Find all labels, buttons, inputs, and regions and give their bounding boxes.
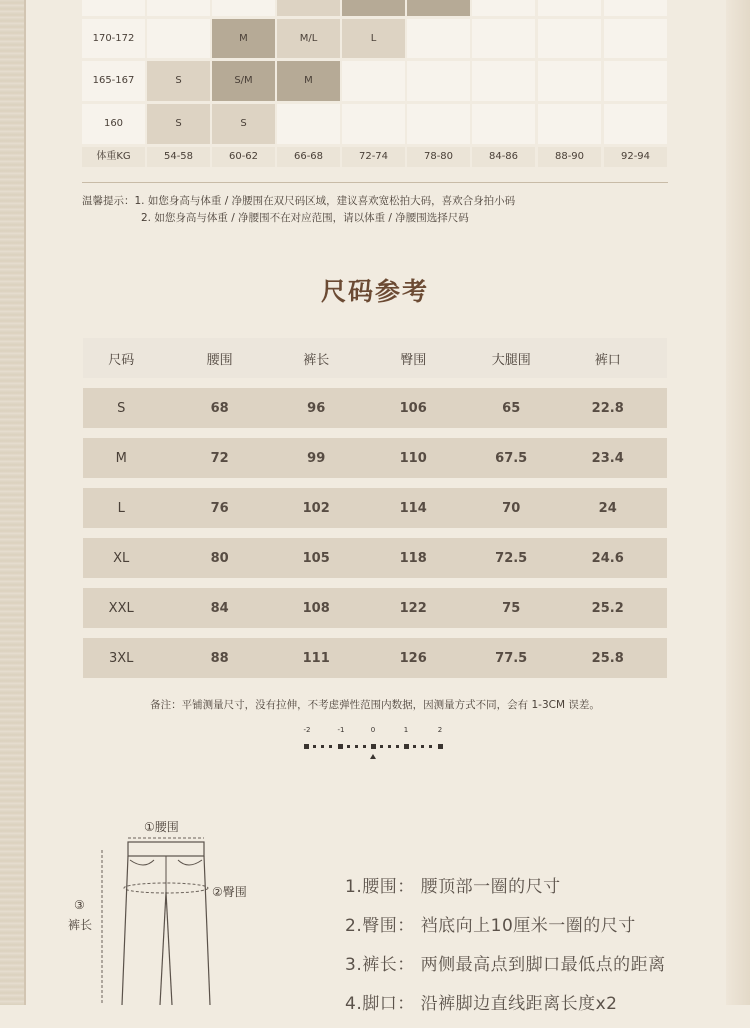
ruler-pointer-icon bbox=[370, 754, 376, 759]
background-left-edge bbox=[0, 0, 26, 1005]
grid-size-cell bbox=[472, 19, 535, 58]
hip-label: ②臀围 bbox=[212, 885, 247, 899]
background-right-edge bbox=[726, 0, 750, 1005]
grid-size-cell: L bbox=[342, 19, 405, 58]
ruler-label: 1 bbox=[403, 726, 409, 734]
cell-thigh: 70 bbox=[502, 500, 521, 516]
cell-hip: 118 bbox=[399, 550, 427, 566]
header-leg-opening: 裤口 bbox=[594, 352, 621, 368]
cell-leg-opening: 24 bbox=[598, 500, 617, 516]
cell-thigh: 65 bbox=[502, 400, 521, 416]
cell-length: 111 bbox=[302, 650, 330, 666]
tip-line-2: 2. 如您身高与体重 / 净腰围不在对应范围，请以体重 / 净腰围选择尺码 bbox=[141, 212, 469, 224]
ruler-label: 0 bbox=[370, 726, 376, 734]
grid-weight-range: 66-68 bbox=[277, 147, 340, 167]
grid-divider bbox=[82, 182, 668, 183]
cell-size: M bbox=[115, 450, 127, 466]
grid-size-cell bbox=[538, 104, 601, 144]
table-row bbox=[83, 438, 667, 478]
definition-leg-opening: 4.脚口： 沿裤脚边直线距离长度x2 bbox=[345, 994, 618, 1014]
ruler-major-tick bbox=[438, 744, 443, 749]
grid-weight-range: 88-90 bbox=[538, 147, 601, 167]
cell-leg-opening: 23.4 bbox=[591, 450, 624, 466]
grid-weight-range: 84-86 bbox=[472, 147, 535, 167]
grid-size-cell bbox=[407, 61, 470, 101]
grid-size-cell bbox=[472, 104, 535, 144]
ruler-major-tick bbox=[404, 744, 409, 749]
grid-height-cell: 165-167 bbox=[82, 61, 145, 101]
ruler-minor-tick bbox=[363, 745, 366, 748]
grid-weight-range: 72-74 bbox=[342, 147, 405, 167]
cell-size: L bbox=[117, 500, 125, 516]
grid-height-cell: 170-172 bbox=[82, 19, 145, 58]
grid-weight-label: 体重KG bbox=[82, 147, 145, 167]
grid-size-cell bbox=[342, 0, 405, 16]
grid-size-cell bbox=[147, 19, 210, 58]
ruler-minor-tick bbox=[413, 745, 416, 748]
ruler-minor-tick bbox=[329, 745, 332, 748]
cell-waist: 84 bbox=[210, 600, 229, 616]
ruler-minor-tick bbox=[321, 745, 324, 748]
header-length: 裤长 bbox=[303, 352, 330, 368]
grid-height-cell: 160 bbox=[82, 104, 145, 144]
cell-leg-opening: 22.8 bbox=[591, 400, 624, 416]
grid-size-cell bbox=[407, 104, 470, 144]
header-waist: 腰围 bbox=[206, 352, 233, 368]
cell-length: 102 bbox=[302, 500, 330, 516]
grid-size-cell bbox=[538, 0, 601, 16]
table-row bbox=[83, 388, 667, 428]
cell-waist: 80 bbox=[210, 550, 229, 566]
ruler-label: 2 bbox=[437, 726, 443, 734]
cell-size: 3XL bbox=[109, 650, 134, 666]
cell-hip: 126 bbox=[399, 650, 427, 666]
grid-size-cell bbox=[407, 19, 470, 58]
cell-waist: 88 bbox=[210, 650, 229, 666]
tip-line-1: 温馨提示：1. 如您身高与体重 / 净腰围在双尺码区域，建议喜欢宽松拍大码，喜欢合身拍小码 bbox=[82, 195, 516, 207]
table-row bbox=[83, 488, 667, 528]
tips-block bbox=[82, 193, 515, 227]
header-hip: 臀围 bbox=[400, 352, 427, 368]
cell-leg-opening: 24.6 bbox=[591, 550, 624, 566]
waist-label: ①腰围 bbox=[144, 820, 179, 834]
ruler-minor-tick bbox=[388, 745, 391, 748]
ruler-label: -2 bbox=[303, 726, 311, 734]
grid-size-cell: S bbox=[147, 104, 210, 144]
grid-size-cell bbox=[407, 0, 470, 16]
cell-waist: 72 bbox=[210, 450, 229, 466]
measurement-note: 备注：平铺测量尺寸，没有拉伸，不考虑弹性范围内数据，因测量方式不同，会有 1-3CM 误差。 bbox=[150, 699, 600, 711]
size-table-header bbox=[83, 338, 667, 378]
grid-size-cell bbox=[342, 61, 405, 101]
cell-length: 99 bbox=[307, 450, 326, 466]
grid-size-cell: S/M bbox=[212, 61, 275, 101]
grid-size-cell bbox=[212, 0, 275, 16]
ruler-minor-tick bbox=[355, 745, 358, 748]
pants-diagram bbox=[60, 812, 280, 1005]
cell-size: S bbox=[117, 400, 126, 416]
cell-length: 105 bbox=[302, 550, 330, 566]
cell-size: XXL bbox=[108, 600, 134, 616]
ruler-major-tick bbox=[371, 744, 376, 749]
size-ruler bbox=[299, 726, 449, 766]
grid-size-cell bbox=[538, 61, 601, 101]
cell-length: 108 bbox=[302, 600, 330, 616]
grid-size-cell: S bbox=[212, 104, 275, 144]
grid-size-cell bbox=[538, 19, 601, 58]
grid-height-cell bbox=[82, 0, 145, 16]
grid-size-cell bbox=[277, 0, 340, 16]
grid-size-cell bbox=[604, 0, 667, 16]
cell-length: 96 bbox=[307, 400, 326, 416]
grid-weight-range: 60-62 bbox=[212, 147, 275, 167]
cell-hip: 122 bbox=[399, 600, 427, 616]
cell-thigh: 72.5 bbox=[495, 550, 528, 566]
cell-leg-opening: 25.8 bbox=[591, 650, 624, 666]
length-number: ③ bbox=[74, 898, 85, 912]
grid-size-cell bbox=[604, 61, 667, 101]
ruler-minor-tick bbox=[429, 745, 432, 748]
table-row bbox=[83, 638, 667, 678]
page-title: 尺码参考 bbox=[320, 277, 429, 306]
header-size: 尺码 bbox=[108, 352, 135, 368]
cell-hip: 106 bbox=[399, 400, 427, 416]
pants-outline-icon bbox=[60, 812, 280, 1005]
cell-thigh: 75 bbox=[502, 600, 521, 616]
grid-size-cell bbox=[472, 0, 535, 16]
cell-thigh: 67.5 bbox=[495, 450, 528, 466]
ruler-major-tick bbox=[304, 744, 309, 749]
table-row bbox=[83, 588, 667, 628]
grid-size-cell: M/L bbox=[277, 19, 340, 58]
ruler-minor-tick bbox=[347, 745, 350, 748]
ruler-minor-tick bbox=[421, 745, 424, 748]
definition-waist: 1.腰围： 腰顶部一圈的尺寸 bbox=[345, 877, 561, 897]
grid-weight-range: 78-80 bbox=[407, 147, 470, 167]
cell-leg-opening: 25.2 bbox=[591, 600, 624, 616]
cell-hip: 114 bbox=[399, 500, 427, 516]
cell-hip: 110 bbox=[399, 450, 427, 466]
grid-size-cell bbox=[147, 0, 210, 16]
definition-length: 3.裤长： 两侧最高点到脚口最低点的距离 bbox=[345, 955, 666, 975]
grid-weight-range: 54-58 bbox=[147, 147, 210, 167]
ruler-major-tick bbox=[338, 744, 343, 749]
grid-size-cell: M bbox=[277, 61, 340, 101]
grid-size-cell bbox=[277, 104, 340, 144]
definition-hip: 2.臀围： 裆底向上10厘米一圈的尺寸 bbox=[345, 916, 636, 936]
cell-size: XL bbox=[113, 550, 130, 566]
grid-size-cell bbox=[604, 19, 667, 58]
length-label: 裤长 bbox=[68, 918, 93, 932]
grid-size-cell bbox=[342, 104, 405, 144]
size-table bbox=[83, 338, 667, 688]
grid-size-cell bbox=[604, 104, 667, 144]
table-row bbox=[83, 538, 667, 578]
cell-waist: 68 bbox=[210, 400, 229, 416]
header-thigh: 大腿围 bbox=[491, 352, 531, 368]
ruler-minor-tick bbox=[380, 745, 383, 748]
cell-thigh: 77.5 bbox=[495, 650, 528, 666]
ruler-label: -1 bbox=[337, 726, 345, 734]
ruler-minor-tick bbox=[313, 745, 316, 748]
grid-size-cell bbox=[472, 61, 535, 101]
cell-waist: 76 bbox=[210, 500, 229, 516]
ruler-minor-tick bbox=[396, 745, 399, 748]
grid-size-cell: S bbox=[147, 61, 210, 101]
grid-size-cell: M bbox=[212, 19, 275, 58]
grid-weight-range: 92-94 bbox=[604, 147, 667, 167]
